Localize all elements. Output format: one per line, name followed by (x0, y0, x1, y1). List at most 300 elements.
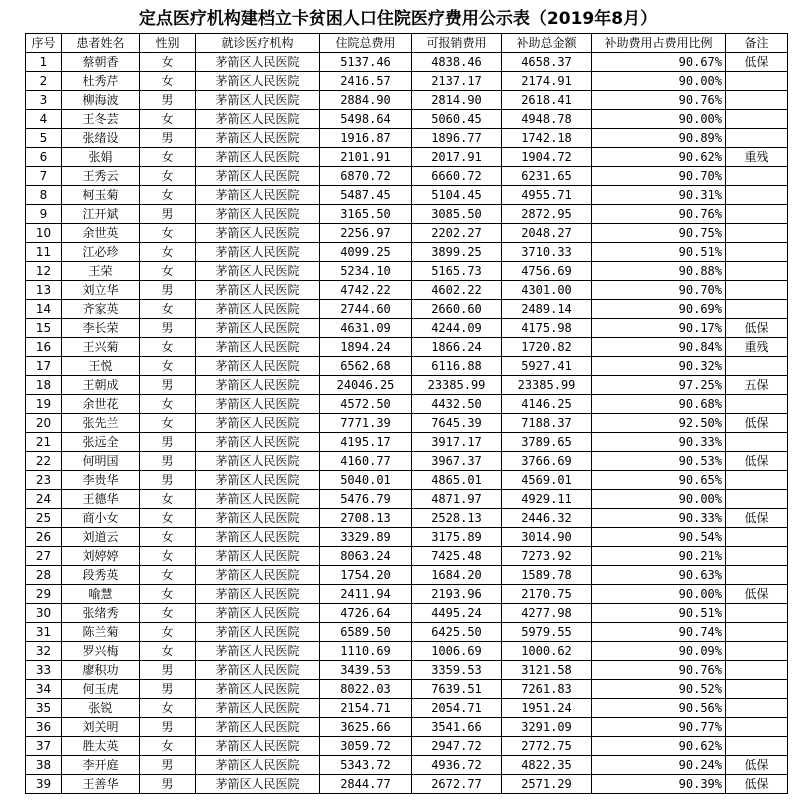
cell-patient-name: 余世英 (62, 224, 140, 243)
cell-subsidy-ratio: 90.21% (592, 547, 726, 566)
cell-total-cost: 2884.90 (320, 91, 412, 110)
cell-subsidy-ratio: 90.74% (592, 623, 726, 642)
cell-subsidy-amount: 1904.72 (502, 148, 592, 167)
cell-subsidy-amount: 2170.75 (502, 585, 592, 604)
cell-gender: 男 (140, 661, 196, 680)
table-row (26, 338, 788, 357)
cell-subsidy-amount: 3766.69 (502, 452, 592, 471)
cell-reimbursable-cost: 4838.46 (412, 53, 502, 72)
cell-reimbursable-cost: 1896.77 (412, 129, 502, 148)
cell-note (726, 167, 788, 186)
cell-reimbursable-cost: 2528.13 (412, 509, 502, 528)
cell-seq: 16 (26, 338, 62, 357)
cell-total-cost: 6562.68 (320, 357, 412, 376)
cell-reimbursable-cost: 2017.91 (412, 148, 502, 167)
cell-gender: 女 (140, 148, 196, 167)
cell-patient-name: 江开斌 (62, 205, 140, 224)
cell-gender: 女 (140, 566, 196, 585)
cell-total-cost: 3439.53 (320, 661, 412, 680)
cell-total-cost: 5040.01 (320, 471, 412, 490)
cell-gender: 女 (140, 262, 196, 281)
cell-seq: 12 (26, 262, 62, 281)
cell-total-cost: 4726.64 (320, 604, 412, 623)
header-note: 备注 (726, 34, 788, 53)
cell-gender: 男 (140, 129, 196, 148)
table-row (26, 756, 788, 775)
cell-subsidy-amount: 4569.01 (502, 471, 592, 490)
cell-subsidy-amount: 4658.37 (502, 53, 592, 72)
cell-hospital: 茅箭区人民医院 (196, 148, 320, 167)
cell-subsidy-ratio: 90.00% (592, 490, 726, 509)
cell-note: 低保 (726, 509, 788, 528)
cell-subsidy-ratio: 90.76% (592, 205, 726, 224)
cell-reimbursable-cost: 2814.90 (412, 91, 502, 110)
cell-reimbursable-cost: 5104.45 (412, 186, 502, 205)
cell-note (726, 205, 788, 224)
cell-subsidy-ratio: 90.33% (592, 433, 726, 452)
cell-subsidy-amount: 4146.25 (502, 395, 592, 414)
cell-seq: 18 (26, 376, 62, 395)
table-row (26, 281, 788, 300)
table-row (26, 642, 788, 661)
table-row (26, 452, 788, 471)
cell-gender: 女 (140, 604, 196, 623)
cell-reimbursable-cost: 2054.71 (412, 699, 502, 718)
cell-subsidy-amount: 5927.41 (502, 357, 592, 376)
cell-total-cost: 1110.69 (320, 642, 412, 661)
expense-table (25, 33, 788, 794)
cell-note (726, 91, 788, 110)
cell-subsidy-amount: 1742.18 (502, 129, 592, 148)
cell-seq: 11 (26, 243, 62, 262)
cell-total-cost: 3329.89 (320, 528, 412, 547)
table-row (26, 395, 788, 414)
header-seq: 序号 (26, 34, 62, 53)
cell-subsidy-ratio: 90.00% (592, 110, 726, 129)
cell-total-cost: 2708.13 (320, 509, 412, 528)
table-row (26, 490, 788, 509)
cell-total-cost: 7771.39 (320, 414, 412, 433)
cell-subsidy-amount: 2571.29 (502, 775, 592, 794)
cell-seq: 5 (26, 129, 62, 148)
cell-gender: 男 (140, 471, 196, 490)
cell-reimbursable-cost: 7645.39 (412, 414, 502, 433)
table-row (26, 110, 788, 129)
cell-note (726, 642, 788, 661)
cell-reimbursable-cost: 5060.45 (412, 110, 502, 129)
cell-gender: 男 (140, 91, 196, 110)
cell-subsidy-amount: 7188.37 (502, 414, 592, 433)
table-row (26, 775, 788, 794)
cell-total-cost: 3165.50 (320, 205, 412, 224)
cell-reimbursable-cost: 4244.09 (412, 319, 502, 338)
table-row (26, 72, 788, 91)
cell-patient-name: 李长荣 (62, 319, 140, 338)
cell-hospital: 茅箭区人民医院 (196, 167, 320, 186)
cell-subsidy-ratio: 90.84% (592, 338, 726, 357)
cell-seq: 34 (26, 680, 62, 699)
cell-hospital: 茅箭区人民医院 (196, 129, 320, 148)
cell-note (726, 547, 788, 566)
cell-patient-name: 张娟 (62, 148, 140, 167)
cell-note (726, 566, 788, 585)
cell-gender: 女 (140, 300, 196, 319)
cell-subsidy-amount: 4822.35 (502, 756, 592, 775)
cell-patient-name: 张绪设 (62, 129, 140, 148)
cell-patient-name: 王善华 (62, 775, 140, 794)
cell-reimbursable-cost: 4936.72 (412, 756, 502, 775)
cell-hospital: 茅箭区人民医院 (196, 585, 320, 604)
cell-subsidy-ratio: 90.69% (592, 300, 726, 319)
cell-patient-name: 王秀云 (62, 167, 140, 186)
cell-hospital: 茅箭区人民医院 (196, 338, 320, 357)
cell-note (726, 300, 788, 319)
cell-note (726, 281, 788, 300)
cell-subsidy-amount: 4277.98 (502, 604, 592, 623)
cell-subsidy-ratio: 90.89% (592, 129, 726, 148)
cell-hospital: 茅箭区人民医院 (196, 376, 320, 395)
cell-hospital: 茅箭区人民医院 (196, 395, 320, 414)
cell-total-cost: 4742.22 (320, 281, 412, 300)
cell-seq: 3 (26, 91, 62, 110)
cell-subsidy-amount: 7261.83 (502, 680, 592, 699)
cell-gender: 女 (140, 110, 196, 129)
cell-gender: 女 (140, 528, 196, 547)
cell-patient-name: 商小女 (62, 509, 140, 528)
table-row (26, 661, 788, 680)
cell-gender: 女 (140, 72, 196, 91)
cell-reimbursable-cost: 3359.53 (412, 661, 502, 680)
cell-subsidy-ratio: 90.32% (592, 357, 726, 376)
cell-seq: 28 (26, 566, 62, 585)
cell-patient-name: 刘关明 (62, 718, 140, 737)
cell-gender: 女 (140, 699, 196, 718)
cell-subsidy-ratio: 90.67% (592, 53, 726, 72)
cell-gender: 女 (140, 224, 196, 243)
cell-note (726, 243, 788, 262)
cell-subsidy-ratio: 97.25% (592, 376, 726, 395)
cell-gender: 女 (140, 53, 196, 72)
cell-seq: 23 (26, 471, 62, 490)
cell-note (726, 680, 788, 699)
cell-subsidy-ratio: 92.50% (592, 414, 726, 433)
cell-note (726, 737, 788, 756)
table-row (26, 167, 788, 186)
table-row (26, 699, 788, 718)
cell-note (726, 471, 788, 490)
cell-reimbursable-cost: 3917.17 (412, 433, 502, 452)
cell-total-cost: 2101.91 (320, 148, 412, 167)
cell-note (726, 490, 788, 509)
cell-seq: 31 (26, 623, 62, 642)
cell-seq: 33 (26, 661, 62, 680)
cell-note: 重残 (726, 338, 788, 357)
cell-total-cost: 5234.10 (320, 262, 412, 281)
cell-seq: 8 (26, 186, 62, 205)
cell-patient-name: 王朝成 (62, 376, 140, 395)
table-row (26, 528, 788, 547)
cell-seq: 14 (26, 300, 62, 319)
cell-hospital: 茅箭区人民医院 (196, 186, 320, 205)
cell-hospital: 茅箭区人民医院 (196, 72, 320, 91)
cell-patient-name: 王兴菊 (62, 338, 140, 357)
cell-seq: 27 (26, 547, 62, 566)
cell-patient-name: 王德华 (62, 490, 140, 509)
cell-subsidy-amount: 2174.91 (502, 72, 592, 91)
table-row (26, 737, 788, 756)
cell-seq: 35 (26, 699, 62, 718)
table-row (26, 471, 788, 490)
cell-hospital: 茅箭区人民医院 (196, 490, 320, 509)
cell-patient-name: 柯玉菊 (62, 186, 140, 205)
cell-seq: 15 (26, 319, 62, 338)
cell-note: 重残 (726, 148, 788, 167)
cell-seq: 4 (26, 110, 62, 129)
cell-subsidy-amount: 2489.14 (502, 300, 592, 319)
cell-patient-name: 王荣 (62, 262, 140, 281)
cell-hospital: 茅箭区人民医院 (196, 433, 320, 452)
cell-subsidy-amount: 3121.58 (502, 661, 592, 680)
cell-subsidy-ratio: 90.88% (592, 262, 726, 281)
cell-gender: 女 (140, 186, 196, 205)
cell-reimbursable-cost: 1684.20 (412, 566, 502, 585)
cell-total-cost: 2844.77 (320, 775, 412, 794)
cell-gender: 男 (140, 376, 196, 395)
cell-seq: 26 (26, 528, 62, 547)
cell-reimbursable-cost: 4495.24 (412, 604, 502, 623)
cell-gender: 男 (140, 756, 196, 775)
cell-gender: 女 (140, 547, 196, 566)
cell-reimbursable-cost: 3085.50 (412, 205, 502, 224)
cell-subsidy-ratio: 90.53% (592, 452, 726, 471)
cell-subsidy-amount: 6231.65 (502, 167, 592, 186)
cell-subsidy-ratio: 90.33% (592, 509, 726, 528)
cell-hospital: 茅箭区人民医院 (196, 680, 320, 699)
cell-reimbursable-cost: 7639.51 (412, 680, 502, 699)
header-ratio: 补助费用占费用比例 (592, 34, 726, 53)
cell-total-cost: 2744.60 (320, 300, 412, 319)
table-row (26, 224, 788, 243)
cell-reimbursable-cost: 2193.96 (412, 585, 502, 604)
cell-seq: 38 (26, 756, 62, 775)
cell-total-cost: 5498.64 (320, 110, 412, 129)
cell-subsidy-amount: 5979.55 (502, 623, 592, 642)
table-row (26, 357, 788, 376)
cell-hospital: 茅箭区人民医院 (196, 528, 320, 547)
cell-hospital: 茅箭区人民医院 (196, 737, 320, 756)
table-row (26, 186, 788, 205)
cell-gender: 男 (140, 718, 196, 737)
cell-reimbursable-cost: 3541.66 (412, 718, 502, 737)
table-row (26, 604, 788, 623)
cell-reimbursable-cost: 3899.25 (412, 243, 502, 262)
cell-patient-name: 张绪秀 (62, 604, 140, 623)
cell-patient-name: 喻慧 (62, 585, 140, 604)
cell-note (726, 718, 788, 737)
cell-gender: 女 (140, 623, 196, 642)
cell-note (726, 699, 788, 718)
cell-subsidy-amount: 1720.82 (502, 338, 592, 357)
cell-subsidy-ratio: 90.52% (592, 680, 726, 699)
cell-subsidy-amount: 2772.75 (502, 737, 592, 756)
cell-note: 低保 (726, 452, 788, 471)
cell-subsidy-amount: 4948.78 (502, 110, 592, 129)
cell-subsidy-ratio: 90.70% (592, 281, 726, 300)
cell-note (726, 262, 788, 281)
cell-seq: 29 (26, 585, 62, 604)
cell-patient-name: 何玉虎 (62, 680, 140, 699)
cell-subsidy-ratio: 90.76% (592, 661, 726, 680)
cell-subsidy-ratio: 90.65% (592, 471, 726, 490)
cell-subsidy-ratio: 90.24% (592, 756, 726, 775)
table-row (26, 547, 788, 566)
cell-subsidy-amount: 2618.41 (502, 91, 592, 110)
cell-hospital: 茅箭区人民医院 (196, 718, 320, 737)
cell-note (726, 604, 788, 623)
cell-reimbursable-cost: 6116.88 (412, 357, 502, 376)
cell-subsidy-amount: 2048.27 (502, 224, 592, 243)
cell-subsidy-amount: 3291.09 (502, 718, 592, 737)
table-row (26, 300, 788, 319)
header-name: 患者姓名 (62, 34, 140, 53)
cell-seq: 13 (26, 281, 62, 300)
cell-seq: 1 (26, 53, 62, 72)
cell-reimbursable-cost: 4865.01 (412, 471, 502, 490)
cell-patient-name: 余世花 (62, 395, 140, 414)
cell-seq: 24 (26, 490, 62, 509)
cell-patient-name: 蔡朝香 (62, 53, 140, 72)
cell-seq: 19 (26, 395, 62, 414)
cell-subsidy-ratio: 90.17% (592, 319, 726, 338)
cell-seq: 6 (26, 148, 62, 167)
cell-patient-name: 段秀英 (62, 566, 140, 585)
cell-subsidy-ratio: 90.56% (592, 699, 726, 718)
cell-seq: 10 (26, 224, 62, 243)
cell-total-cost: 1916.87 (320, 129, 412, 148)
cell-subsidy-ratio: 90.62% (592, 148, 726, 167)
table-row (26, 566, 788, 585)
cell-seq: 21 (26, 433, 62, 452)
cell-gender: 女 (140, 243, 196, 262)
cell-note (726, 224, 788, 243)
cell-subsidy-ratio: 90.39% (592, 775, 726, 794)
cell-total-cost: 6870.72 (320, 167, 412, 186)
cell-reimbursable-cost: 6425.50 (412, 623, 502, 642)
cell-hospital: 茅箭区人民医院 (196, 91, 320, 110)
cell-note (726, 661, 788, 680)
cell-subsidy-amount: 4175.98 (502, 319, 592, 338)
cell-subsidy-ratio: 90.31% (592, 186, 726, 205)
header-reimbursable: 可报销费用 (412, 34, 502, 53)
cell-gender: 女 (140, 737, 196, 756)
cell-gender: 女 (140, 167, 196, 186)
cell-subsidy-ratio: 90.00% (592, 72, 726, 91)
cell-note: 低保 (726, 585, 788, 604)
cell-subsidy-amount: 7273.92 (502, 547, 592, 566)
cell-total-cost: 1894.24 (320, 338, 412, 357)
cell-total-cost: 8063.24 (320, 547, 412, 566)
header-hospital: 就诊医疗机构 (196, 34, 320, 53)
cell-patient-name: 杜秀芹 (62, 72, 140, 91)
cell-hospital: 茅箭区人民医院 (196, 281, 320, 300)
cell-patient-name: 李贵华 (62, 471, 140, 490)
cell-subsidy-ratio: 90.09% (592, 642, 726, 661)
cell-subsidy-ratio: 90.62% (592, 737, 726, 756)
cell-note (726, 72, 788, 91)
table-header-row (26, 34, 788, 53)
cell-subsidy-amount: 2446.32 (502, 509, 592, 528)
cell-patient-name: 张先兰 (62, 414, 140, 433)
cell-hospital: 茅箭区人民医院 (196, 205, 320, 224)
cell-subsidy-amount: 23385.99 (502, 376, 592, 395)
cell-total-cost: 3625.66 (320, 718, 412, 737)
cell-reimbursable-cost: 4871.97 (412, 490, 502, 509)
cell-subsidy-amount: 3789.65 (502, 433, 592, 452)
cell-seq: 25 (26, 509, 62, 528)
table-row (26, 585, 788, 604)
cell-patient-name: 罗兴梅 (62, 642, 140, 661)
cell-hospital: 茅箭区人民医院 (196, 110, 320, 129)
table-row (26, 680, 788, 699)
cell-gender: 男 (140, 775, 196, 794)
cell-patient-name: 张远全 (62, 433, 140, 452)
cell-hospital: 茅箭区人民医院 (196, 471, 320, 490)
cell-hospital: 茅箭区人民医院 (196, 775, 320, 794)
cell-seq: 39 (26, 775, 62, 794)
cell-subsidy-ratio: 90.51% (592, 604, 726, 623)
table-row (26, 53, 788, 72)
cell-hospital: 茅箭区人民医院 (196, 300, 320, 319)
cell-note: 五保 (726, 376, 788, 395)
cell-total-cost: 4572.50 (320, 395, 412, 414)
cell-total-cost: 1754.20 (320, 566, 412, 585)
cell-subsidy-ratio: 90.51% (592, 243, 726, 262)
table-row (26, 262, 788, 281)
cell-subsidy-amount: 3710.33 (502, 243, 592, 262)
cell-seq: 20 (26, 414, 62, 433)
cell-subsidy-amount: 1589.78 (502, 566, 592, 585)
cell-subsidy-amount: 2872.95 (502, 205, 592, 224)
cell-patient-name: 陈兰菊 (62, 623, 140, 642)
table-body (26, 53, 788, 794)
cell-subsidy-ratio: 90.77% (592, 718, 726, 737)
cell-total-cost: 5343.72 (320, 756, 412, 775)
cell-seq: 32 (26, 642, 62, 661)
cell-patient-name: 江必珍 (62, 243, 140, 262)
cell-total-cost: 2256.97 (320, 224, 412, 243)
cell-hospital: 茅箭区人民医院 (196, 642, 320, 661)
table-row (26, 243, 788, 262)
cell-total-cost: 24046.25 (320, 376, 412, 395)
cell-subsidy-amount: 4929.11 (502, 490, 592, 509)
cell-gender: 女 (140, 642, 196, 661)
cell-hospital: 茅箭区人民医院 (196, 604, 320, 623)
cell-gender: 男 (140, 433, 196, 452)
cell-subsidy-amount: 4301.00 (502, 281, 592, 300)
cell-note (726, 186, 788, 205)
document-title: 定点医疗机构建档立卡贫困人口住院医疗费用公示表（2019年8月） (138, 9, 658, 29)
table-row (26, 129, 788, 148)
table-row (26, 433, 788, 452)
cell-gender: 男 (140, 205, 196, 224)
cell-hospital: 茅箭区人民医院 (196, 547, 320, 566)
cell-reimbursable-cost: 4432.50 (412, 395, 502, 414)
cell-note: 低保 (726, 414, 788, 433)
cell-seq: 22 (26, 452, 62, 471)
cell-total-cost: 6589.50 (320, 623, 412, 642)
cell-total-cost: 4160.77 (320, 452, 412, 471)
cell-reimbursable-cost: 2947.72 (412, 737, 502, 756)
